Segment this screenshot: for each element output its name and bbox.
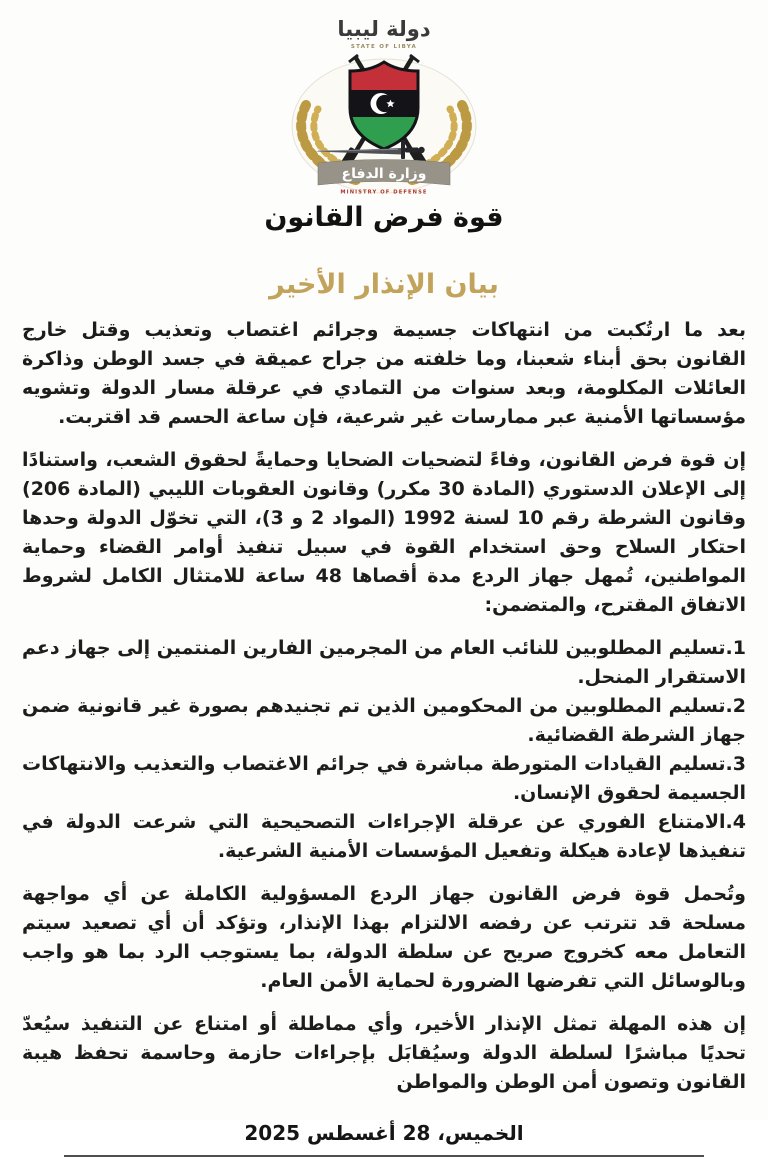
ministry-caption: MINISTRY OF DEFENSE — [340, 189, 428, 196]
org-title: قوة فرض القانون — [264, 202, 504, 233]
paragraph-responsibility: وتُحمل قوة فرض القانون جهاز الردع المسؤولية الكاملة عن أي مواجهة مسلحة قد تترتب عن رفضه الالتزام بهذا الإنذار، وتؤكد أن أي تصعيد سيتم التعامل معه كخروج صريح عن سلطة الدولة، بما يستوجب الرد بما هو واجب وبالوسائل التي تفرضها الضرورة لحماية الأمن العام. — [22, 883, 746, 992]
statement-title: بيان الإنذار الأخير — [269, 269, 499, 300]
statement-body — [0, 300, 768, 1097]
date-line: الخميس، 28 أغسطس 2025 — [244, 1121, 524, 1145]
demand-item-3: 3.تسليم القيادات المتورطة مباشرة في جرائم الاغتصاب والتعذيب والانتهاكات الجسيمة لحقوق الإنسان. — [22, 753, 746, 804]
state-calligraphy: دولة ليبيا — [337, 17, 431, 41]
paragraph-final-warning: إن هذه المهلة تمثل الإنذار الأخير، وأي مماطلة أو امتناع عن التنفيذ سيُعدّ تحديًا مباشرًا لسلطة الدولة وسيُقابَل بإجراءات حازمة وحاسمة تحفظ هيبة القانون وتصون أمن الوطن والمواطن — [22, 1013, 746, 1093]
emblem-graphic — [284, 10, 484, 198]
demand-item-4: 4.الامتناع الفوري عن عرقلة الإجراءات التصحيحية التي شرعت الدولة في تنفيذها لإعادة هيكلة وتفعيل المؤسسات الأمنية الشرعية. — [22, 811, 746, 862]
ministry-banner-calligraphy: وزارة الدفاع — [341, 166, 427, 182]
ministry-of-defense-emblem — [0, 0, 768, 198]
state-caption: STATE OF LIBYA — [350, 44, 418, 50]
paragraph-intro: بعد ما ارتُكبت من انتهاكات جسيمة وجرائم اغتصاب وتعذيب وقتل خارج القانون بحق أبناء شعبنا، وما خلفته من جراح عميقة في جسد الوطن وذاكرة العائلات المكلومة، وبعد سنوات من التمادي في عرقلة مسار الدولة وتشويه مؤسساتها الأمنية عبر ممارسات غير شرعية، فإن ساعة الحسم قد اقتربت. — [22, 319, 746, 428]
demand-item-2: 2.تسليم المطلوبين من المحكومين الذين تم تجنيدهم بصورة غير قانونية ضمن جهاز الشرطة القضائية. — [22, 695, 746, 746]
paragraph-legal-basis: إن قوة فرض القانون، وفاءً لتضحيات الضحايا وحمايةً لحقوق الشعب، واستنادًا إلى الإعلان الدستوري (المادة 30 مكرر) وقانون العقوبات الليبي (المادة 206) وقانون الشرطة رقم 10 لسنة 1992 (المواد 2 و 3)، التي تخوّل الدولة وحدها احتكار السلاح وحق استخدام القوة في سبيل تنفيذ أوامر القضاء وحماية المواطنين، تُمهل جهاز الردع مدة أقصاها 48 ساعة للامتثال الكامل لشروط الاتفاق المقترح، والمتضمن: — [22, 449, 747, 616]
demand-item-1: 1.تسليم المطلوبين للنائب العام من المجرمين الفارين المنتمين إلى جهاز دعم الاستقرار المنحل. — [22, 637, 746, 688]
demands-list — [22, 634, 746, 866]
ministry-banner — [318, 160, 450, 186]
